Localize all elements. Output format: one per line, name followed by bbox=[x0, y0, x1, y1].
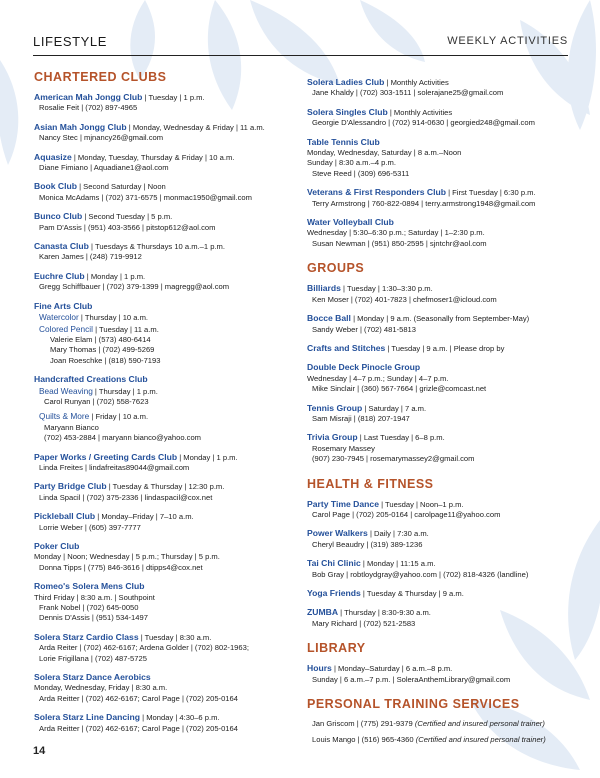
class-contact: Bob Gray | robtloydgray@yahoo.com | (702) 818-4326 (landline) bbox=[312, 569, 529, 579]
list-item bbox=[307, 217, 577, 249]
class-contact: Mary Richard | (702) 521-2583 bbox=[312, 618, 416, 628]
list-item bbox=[34, 481, 296, 503]
class-title: Power Walkers bbox=[307, 528, 368, 539]
club-info: | Monday | 4:30–6 p.m. bbox=[140, 713, 220, 723]
group-info: | Tuesday | 9 a.m. | Please drop by bbox=[385, 343, 505, 353]
trainer-note: (Certified and insured personal trainer) bbox=[415, 735, 546, 745]
club-contact: Arda Reiter | (702) 462-6167; Ardena Golder | (702) 802-1963; bbox=[39, 643, 249, 653]
club-title: Poker Club bbox=[34, 541, 80, 551]
list-item bbox=[307, 403, 577, 425]
class-title: Yoga Friends bbox=[307, 588, 361, 598]
list-item bbox=[34, 301, 296, 366]
class-info: | Monday | 11:15 a.m. bbox=[360, 559, 436, 569]
trainer-note: (Certified and insured personal trainer) bbox=[414, 719, 545, 729]
club-contact: Rosalie Feit | (702) 897-4965 bbox=[39, 103, 138, 113]
group-info: | Saturday | 7 a.m. bbox=[362, 403, 427, 413]
club-contact: Karen James | (248) 719-9912 bbox=[39, 252, 142, 262]
trainer-contact: Louis Mango | (516) 965-4360 bbox=[312, 735, 416, 745]
chartered-clubs-heading: CHARTERED CLUBS bbox=[34, 70, 167, 84]
club-contact: Diane Fimiano | Aquadiane1@aol.com bbox=[39, 163, 169, 173]
left-column bbox=[34, 70, 296, 742]
club-info: | Monday, Wednesday & Friday | 11 a.m. bbox=[126, 122, 265, 132]
list-item bbox=[307, 663, 577, 685]
class-title: Party Time Dance bbox=[307, 498, 379, 509]
group-title: Tennis Group bbox=[307, 402, 363, 413]
club-schedule: Third Friday | 8:30 a.m. | Southpoint bbox=[34, 592, 155, 602]
trainer-contact: Jan Griscom | (775) 291-9379 bbox=[312, 719, 415, 729]
subgroup-info: | Thursday | 1 p.m. bbox=[92, 386, 158, 396]
library-hours-title: Hours bbox=[307, 663, 332, 674]
club-title: Fine Arts Club bbox=[34, 300, 93, 311]
group-title: Trivia Group bbox=[307, 432, 358, 443]
club-title: Handcrafted Creations Club bbox=[34, 374, 148, 385]
club-title: Solera Starz Line Dancing bbox=[34, 712, 141, 723]
club-info: | Monday–Friday | 7–10 a.m. bbox=[95, 512, 194, 522]
subgroup-title: Quilts & More bbox=[39, 411, 90, 422]
page-number: 14 bbox=[33, 745, 46, 757]
group-contact: Sandy Weber | (702) 481-5813 bbox=[312, 324, 416, 334]
subgroup-title: Watercolor bbox=[39, 312, 79, 323]
club-info: | Tuesday | 1 p.m. bbox=[142, 93, 205, 102]
class-contact: Carol Page | (702) 205-0164 | carolpage11@yahoo.com bbox=[312, 509, 501, 519]
club-contact: Mary Thomas | (702) 499-5269 bbox=[50, 345, 155, 355]
club-info: | Tuesdays & Thursdays 10 a.m.–1 p.m. bbox=[88, 242, 225, 252]
group-schedule: Wednesday | 4–7 p.m.; Sunday | 4–7 p.m. bbox=[307, 373, 449, 383]
list-item bbox=[307, 528, 577, 550]
club-contact: Valerie Elam | (573) 480-6414 bbox=[50, 334, 151, 344]
group-contact: Rosemary Massey bbox=[312, 443, 375, 453]
list-item bbox=[307, 719, 577, 729]
list-item bbox=[307, 558, 577, 580]
club-title: Solera Starz Dance Aerobics bbox=[34, 672, 151, 683]
header-divider bbox=[33, 55, 568, 56]
subgroup-info: | Thursday | 10 a.m. bbox=[78, 313, 149, 323]
group-title: Billiards bbox=[307, 283, 341, 294]
library-contact: Sunday | 6 a.m.–7 p.m. | SoleraAnthemLibrary@gmail.com bbox=[312, 674, 511, 684]
club-title: Pickleball Club bbox=[34, 511, 96, 522]
club-title: Water Volleyball Club bbox=[307, 217, 394, 228]
list-item bbox=[34, 152, 296, 174]
club-contact: Frank Nobel | (702) 645-0050 bbox=[39, 603, 139, 613]
personal-training-heading: PERSONAL TRAINING SERVICES bbox=[307, 697, 520, 712]
club-contact: Lorie Frigillana | (702) 487-5725 bbox=[39, 653, 147, 663]
list-item bbox=[307, 313, 577, 335]
club-title: Romeo's Solera Mens Club bbox=[34, 581, 145, 592]
group-title: Crafts and Stitches bbox=[307, 342, 386, 353]
club-info: | Monthly Activities bbox=[387, 107, 453, 117]
list-item bbox=[307, 137, 577, 180]
group-contact: (907) 230-7945 | rosemarymassey2@gmail.com bbox=[312, 454, 475, 464]
club-info: | Second Tuesday | 5 p.m. bbox=[82, 212, 173, 222]
library-heading: LIBRARY bbox=[307, 641, 366, 656]
club-title: Solera Singles Club bbox=[307, 106, 388, 117]
group-info: | Last Tuesday | 6–8 p.m. bbox=[357, 433, 445, 443]
club-title: Party Bridge Club bbox=[34, 481, 107, 492]
list-item bbox=[34, 581, 296, 624]
club-title: Asian Mah Jongg Club bbox=[34, 121, 127, 132]
list-item bbox=[307, 362, 577, 394]
list-item bbox=[307, 432, 577, 464]
group-contact: Sam Misraji | (818) 207-1947 bbox=[312, 413, 410, 423]
page-subtitle: WEEKLY ACTIVITIES bbox=[447, 35, 568, 47]
list-item bbox=[34, 211, 296, 233]
club-contact: Steve Reed | (309) 696-5311 bbox=[312, 168, 410, 178]
club-title: Solera Starz Cardio Class bbox=[34, 631, 139, 642]
list-item bbox=[307, 343, 577, 354]
club-title: Canasta Club bbox=[34, 241, 89, 252]
club-contact: Donna Tipps | (775) 846-3616 | dtipps4@cox.net bbox=[39, 562, 203, 572]
list-item bbox=[34, 712, 296, 734]
club-contact: Pam D'Assis | (951) 403-3566 | pitstop612@aol.com bbox=[39, 222, 216, 232]
list-item bbox=[34, 374, 296, 443]
list-item bbox=[307, 187, 577, 209]
list-item bbox=[307, 107, 577, 129]
group-info: | Tuesday | 1:30–3:30 p.m. bbox=[340, 284, 433, 294]
club-info: | First Tuesday | 6:30 p.m. bbox=[445, 188, 536, 198]
club-title: Book Club bbox=[34, 181, 77, 192]
section-title: LIFESTYLE bbox=[33, 34, 108, 49]
right-column bbox=[307, 77, 577, 754]
club-contact: Jane Khaldy | (702) 303-1511 | solerajane25@gmail.com bbox=[312, 88, 504, 98]
list-item bbox=[307, 77, 577, 99]
list-item bbox=[307, 588, 577, 599]
club-schedule: Monday, Wednesday, Saturday | 8 a.m.–Noon bbox=[307, 148, 462, 158]
list-item bbox=[34, 122, 296, 144]
club-title: American Mah Jongg Club bbox=[34, 92, 143, 102]
club-contact: Carol Runyan | (702) 558-7623 bbox=[44, 396, 149, 406]
club-schedule: Monday, Wednesday, Friday | 8:30 a.m. bbox=[34, 683, 168, 693]
class-title: ZUMBA bbox=[307, 607, 339, 618]
list-item bbox=[307, 283, 577, 305]
list-item bbox=[34, 632, 296, 664]
club-contact: (702) 453-2884 | maryann bianco@yahoo.com bbox=[44, 433, 202, 443]
club-contact: Terry Armstrong | 760-822-0894 | terry.armstrong1948@gmail.com bbox=[312, 198, 536, 208]
subgroup-title: Colored Pencil bbox=[39, 323, 93, 334]
list-item bbox=[307, 607, 577, 629]
list-item bbox=[307, 499, 577, 521]
list-item bbox=[34, 241, 296, 263]
list-item bbox=[34, 511, 296, 533]
club-title: Euchre Club bbox=[34, 270, 85, 281]
group-title: Bocce Ball bbox=[307, 313, 351, 324]
club-contact: Linda Spacil | (702) 375-2336 | lindaspacil@cox.net bbox=[39, 492, 213, 502]
club-title: Veterans & First Responders Club bbox=[307, 187, 446, 198]
club-info: | Tuesday & Thursday | 12:30 p.m. bbox=[106, 482, 225, 492]
club-info: | Monday | 1 p.m. bbox=[84, 271, 146, 281]
club-contact: Dennis D'Assis | (951) 534-1497 bbox=[39, 613, 148, 623]
group-info: | Monday | 9 a.m. (Seasonally from September-May) bbox=[350, 314, 530, 324]
club-info: | Monday | 1 p.m. bbox=[177, 452, 238, 462]
club-schedule: Monday | Noon; Wednesday | 5 p.m.; Thursday | 5 p.m. bbox=[34, 552, 220, 562]
club-info: | Monday, Tuesday, Thursday & Friday | 10 a.m. bbox=[71, 152, 235, 162]
list-item bbox=[34, 92, 296, 114]
class-title: Tai Chi Clinic bbox=[307, 558, 361, 569]
list-item bbox=[34, 181, 296, 203]
health-fitness-heading: HEALTH & FITNESS bbox=[307, 476, 434, 491]
class-info: | Thursday | 8:30-9:30 a.m. bbox=[338, 608, 431, 618]
club-contact: Linda Freites | lindafreitas89044@gmail.com bbox=[39, 462, 190, 472]
group-contact: Mike Sinclair | (360) 567-7664 | grizle@comcast.net bbox=[312, 384, 487, 394]
subgroup-title: Bead Weaving bbox=[39, 385, 93, 396]
club-info: | Tuesday | 8:30 a.m. bbox=[138, 632, 212, 642]
club-contact: Joan Roeschke | (818) 590-7193 bbox=[50, 355, 161, 365]
club-contact: Susan Newman | (951) 850-2595 | sjntchr@aol.com bbox=[312, 238, 487, 248]
class-info: | Daily | 7:30 a.m. bbox=[367, 529, 429, 539]
class-contact: Cheryl Beaudry | (319) 389-1236 bbox=[312, 539, 423, 549]
list-item bbox=[34, 271, 296, 293]
club-schedule: Sunday | 8:30 a.m.–4 p.m. bbox=[307, 158, 396, 168]
club-title: Solera Ladies Club bbox=[307, 77, 385, 87]
group-contact: Ken Moser | (702) 401-7823 | chefmoser1@icloud.com bbox=[312, 294, 497, 304]
club-contact: Maryann Bianco bbox=[44, 422, 99, 432]
groups-heading: GROUPS bbox=[307, 261, 365, 276]
club-title: Aquasize bbox=[34, 151, 72, 162]
subgroup-info: | Friday | 10 a.m. bbox=[89, 412, 149, 422]
list-item bbox=[34, 541, 296, 573]
club-schedule: Wednesday | 5:30–6:30 p.m.; Saturday | 1–2:30 p.m. bbox=[307, 228, 485, 238]
club-contact: Lorrie Weber | (605) 397-7777 bbox=[39, 522, 141, 532]
club-contact: Monica McAdams | (702) 371-6575 | monmac1950@gmail.com bbox=[39, 192, 252, 202]
club-title: Bunco Club bbox=[34, 211, 83, 222]
club-contact: Arda Reitter | (702) 462-6167; Carol Page | (702) 205-0164 bbox=[39, 723, 238, 733]
library-hours-info: | Monday–Saturday | 6 a.m.–8 p.m. bbox=[331, 664, 453, 674]
club-title: Paper Works / Greeting Cards Club bbox=[34, 451, 178, 462]
list-item bbox=[34, 452, 296, 474]
subgroup-info: | Tuesday | 11 a.m. bbox=[92, 324, 159, 334]
group-title: Double Deck Pinocle Group bbox=[307, 362, 421, 373]
club-contact: Gregg Schiffbauer | (702) 379-1399 | magregg@aol.com bbox=[39, 282, 230, 292]
list-item bbox=[34, 672, 296, 704]
class-info: | Tuesday & Thursday | 9 a.m. bbox=[360, 589, 464, 598]
club-contact: Nancy Stec | mjnancy26@gmail.com bbox=[39, 133, 164, 143]
class-info: | Tuesday | Noon–1 p.m. bbox=[378, 499, 464, 509]
list-item bbox=[307, 735, 577, 745]
club-contact: Georgie D'Alessandro | (702) 914-0630 | georgied248@gmail.com bbox=[312, 118, 535, 128]
club-contact: Arda Reitter | (702) 462-6167; Carol Page | (702) 205-0164 bbox=[39, 693, 238, 703]
club-title: Table Tennis Club bbox=[307, 136, 380, 147]
club-info: | Second Saturday | Noon bbox=[76, 182, 166, 192]
club-info: | Monthly Activities bbox=[384, 78, 449, 87]
